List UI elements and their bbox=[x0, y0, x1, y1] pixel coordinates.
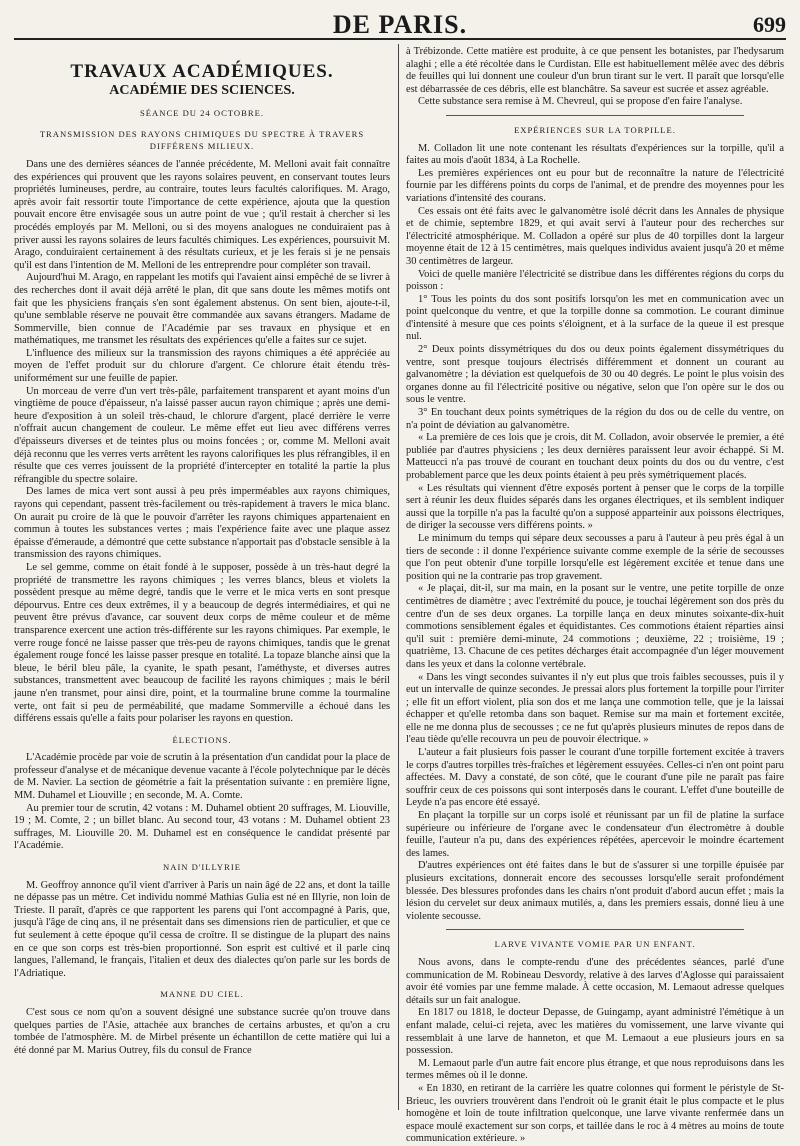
paragraph: Nous avons, dans le compte-rendu d'une des précédentes séances, parlé d'une communication de M. Robineau Desvordy, relative à des larves d'Aglosse qui paraissaient avoir été vomies par une femme malade. À cette occasion, M. Lemaout adresse quelques détails sur un fait analogue. bbox=[406, 956, 784, 1006]
running-title: DE PARIS. bbox=[332, 10, 468, 39]
article-title-torpille: EXPÉRIENCES SUR LA TORPILLE. bbox=[514, 124, 676, 135]
academy-title: ACADÉMIE DES SCIENCES. bbox=[109, 82, 295, 98]
paragraph: 1° Tous les points du dos sont positifs lorsqu'on les met en communication avec un point quelconque du ventre, et que la torpille donne sa commotion. Le courant diminue d'intensité à mesure que ces points s'éloignent, et à la surface de la queue il est presque nul. bbox=[406, 293, 784, 343]
paragraph: L'Académie procède par voie de scrutin à la présentation d'un candidat pour la place de professeur d'analyse et de mécanique devenue vacante à l'école polytechnique par le décès de M. Navier. La section de géométrie a fait la présentation suivante : en première ligne, MM. Duhamel et Liouville ; en seconde, M. A. Comte. bbox=[14, 752, 390, 802]
paragraph: Le minimum du temps qui sépare deux secousses a paru à l'auteur à peu près égal à un tiers de seconde : il donne l'expérience suivante comme exemple de la série de secousses que l'on peut obtenir d'une torpille lorsqu'elle est légèrement excitée et tenue dans une position qui ne la contrarie pas trop gravement. bbox=[406, 532, 784, 582]
paragraph: Ces essais ont été faits avec le galvanomètre isolé décrit dans les Annales de physique et de chimie, septembre 1829, et qui avait servi à l'auteur pour des recherches sur l'électricité atmosphérique. M. Colladon a opéré sur plus de 40 torpilles dont la largeur moyenne était de 12 à 15 centimètres, mais quelques individus avaient jusqu'à 20 et même 30 centimètres de largeur. bbox=[406, 205, 784, 267]
paragraph: « La première de ces lois que je crois, dit M. Colladon, avoir observée le premier, a été publiée par d'autres physiciens ; les deux dernières paraissent leur avoir échappé. Si M. Matteucci n'a pas trouvé de courant en touchant deux points du dos ou du ventre, c'est probablement parce que les deux points étaient à peu près symétriquement placés. bbox=[406, 432, 784, 481]
paragraph: L'auteur a fait plusieurs fois passer le courant d'une torpille fortement excitée à travers le corps d'autres torpilles très-fraîches et légèrement essuyées. Celles-ci n'en ont point paru affectées. M. Davy a constaté, de son côté, que le courant d'une pile ne paraît pas faire souffrir ceux de ces poissons qui sont interposés dans le courant. L'effet d'une bouteille de Leyde n'a pas encore été essayé. bbox=[406, 747, 784, 809]
paragraph: Les premières expériences ont eu pour but de reconnaître la nature de l'électricité fournie par les différens points du corps de l'animal, et de prendre des moyennes pour les variations d'intensité des courans. bbox=[406, 167, 784, 204]
page-number: 699 bbox=[753, 12, 786, 37]
session-date: SÉANCE DU 24 OCTOBRE. bbox=[140, 108, 264, 119]
article-title-larve: LARVE VIVANTE VOMIE PAR UN ENFANT. bbox=[494, 939, 696, 950]
paragraph: En plaçant la torpille sur un corps isolé et réunissant par un fil de platine la surface supérieure ou inférieure de l'organe avec le condensateur d'un électromètre à double feuille, l'auteur n'a pu, dans des expériences répétées, apercevoir le moindre écartement des lames. bbox=[406, 810, 784, 859]
paragraph: D'autres expériences ont été faites dans le but de s'assurer si une torpille épuisée par plusieurs excitations, donnerait encore des secousses lorsqu'elle serait profondément blessée. Des blessures profondes dans les chairs n'ont produit d'abord aucun effet ; mais la lésion du cervelet sur deux animaux mutilés, a, dans les premiers essais, donné lieu à une violente secousse. bbox=[406, 860, 784, 922]
article-title-transmission: TRANSMISSION DES RAYONS CHIMIQUES DU SPECTRE À TRAVERS DIFFÉRENS MILIEUX. bbox=[39, 128, 365, 152]
article-title-elections: ÉLECTIONS. bbox=[172, 734, 232, 745]
paragraph: Des lames de mica vert sont aussi à peu près imperméables aux rayons chimiques, rayons qui cependant, passent très-facilement ou très-rapidement à travers le mica blanc. On aurait pu croire de là que le pouvoir d'arrêter les rayons chimiques appartenaient en commun à toutes les substances vertes ; mais l'expérience faite avec une plaque assez épaisse d'émeraude, a démontré que cette substance n'apportait pas d'obstacle sensible à la transmission des rayons chimiques. bbox=[14, 486, 390, 561]
paragraph: « Dans les vingt secondes suivantes il n'y eut plus que trois faibles secousses, puis il y eut un intervalle de quinze secondes. Je pressai alors plus fortement la torpille pour l'irriter ; elle fit un effort violent, plia son dos et me lança une commotion telle, que je la laissai échapper et qu'elle retomba dans son baquet. Remise sur ma main et fortement excitée, elle ne me donna plus de secousses ; ce ne fut qu'après plusieurs minutes de repos dans de l'eau tiède qu'elle recouvra un peu de pouvoir électrique. » bbox=[406, 671, 784, 746]
paragraph: à Trébizonde. Cette matière est produite, à ce que pensent les botanistes, par l'hedysarum alaghi ; elle a été récoltée dans le Curdistan. Elle est habituellement mêlée avec des débris de feuilles qui lui donnent une couleur d'un brun tirant sur le vert. Il paraît que lorsqu'elle est débarrassée de ces débris, elle est blanchâtre. Sa saveur est sucrée et assez agréable. bbox=[406, 46, 784, 95]
paragraph: C'est sous ce nom qu'on a souvent désigné une substance sucrée qu'on trouve dans quelques parties de l'Asie, attachée aux branches de certains arbustes, et qu'on a cru tombée de l'atmosphère. M. de Mirbel présente un échantillon de cette matière qui lui a été donné par M. Marius Outrey, fils du consul de France bbox=[14, 1006, 390, 1056]
left-column bbox=[14, 46, 390, 1108]
paragraph: Au premier tour de scrutin, 42 votans : M. Duhamel obtient 20 suffrages, M. Liouville, 19 ; M. Comte, 2 ; un billet blanc. Au second tour, 43 votans : M. Duhamel obtient 23 suffrages, M. Liouville 20. M. Duhamel est en conséquence le candidat présenté par l'Académie. bbox=[14, 802, 390, 852]
paragraph: 2° Deux points dissymétriques du dos ou deux points également dissymétriques du ventre, sont presque toujours électrisés différemment et donnent un courant au galvanomètre ; la déviation est quelquefois de 30 ou 40 degrés. Le point le plus voisin des organes donne au fil l'électricité positive ou négative, selon que l'on opère sur le dos ou sous le ventre. bbox=[406, 344, 784, 406]
paragraph: Le sel gemme, comme on était fondé à le supposer, possède à un très-haut degré la propriété de transmettre les rayons chimiques ; les verres blancs, bleus et violets la possèdent presque au même degré, tandis que le verre et le mica verts en sont presque dépourvus. Entre ces deux extrêmes, il y a beaucoup de degrés intermédiaires, et qui ne peuvent être prévus d'avance, car souvent deux corps de même couleur et de même transparence exercent une action très-différente sur les rayons chimiques. Par exemple, le verre rouge foncé ne laisse passer que très-peu de rayons chimiques, tandis que le grenat également rouge foncé les laisse passer presque en totalité. La topaze blanche ainsi que la bleue, le béril bleu pâle, la cyanite, le spath pesant, l'améthyste, et diverses autres substances, transmettent avec beaucoup de facilité les rayons chimiques ; mais le béril jaune n'en transmet, pour ainsi dire, point, et la tourmaline brune comme la tourmaline verte, ont fait si peu de perméabilité, que madame Sommerville a échoué dans les différens essais qu'elle a faits pour polariser les rayons en question. bbox=[14, 561, 390, 725]
paragraph: En 1817 ou 1818, le docteur Depasse, de Guingamp, ayant administré l'émétique à un enfant malade, celui-ci rejeta, avec les matières du vomissement, une larve vivante qui ressemblait à une larve de hanneton, et que M. Lemaout a eue plusieurs jours en sa possession. bbox=[406, 1007, 784, 1057]
paragraph: Voici de quelle manière l'électricité se distribue dans les différentes régions du corps du poisson : bbox=[406, 268, 784, 293]
paragraph: Un morceau de verre d'un vert très-pâle, parfaitement transparent et ayant moins d'un vingtième de pouce d'épaisseur, n'a laissé passer aucun rayon chimique ; après une demi-heure d'exposition à un soleil très-chaud, le chlorure d'argent, placé derrière le verre n'offrait aucun changement de couleur. Le même effet eut lieu avec différens verres d'épaisseurs diverses et de teintes plus ou moins foncées ; or, comme M. Melloni avait déjà reconnu que les verres verts arrêtent les rayons calorifiques les plus réfrangibles, il en résulte que ces verres jouissent de la propriété d'intercepter en totalité la partie la plus réfrangible du spectre solaire. bbox=[14, 385, 390, 485]
article-title-manne: MANNE DU CIEL. bbox=[160, 989, 244, 1000]
paragraph: M. Geoffroy annonce qu'il vient d'arriver à Paris un nain âgé de 22 ans, et dont la taille ne dépasse pas un mètre. Cet individu nommé Mathias Gulia est né en Illyrie, non loin de Trieste. Il paraît, d'après ce que rapportent les parens qui l'ont accompagné à Paris, que, jusqu'à l'âge de cinq ans, il ne présentait dans ses dimensions rien de particulier, et que ce fut seulement à cette époque qu'il cessa de croître. Il se distingue de la plupart des nains en ce que son corps est très-bien proportionné. Son esprit est cultivé et il parle cinq langues, l'allemand, le français, l'italien et deux des dialectes qu'on parle sur les bords de l'Adriatique. bbox=[14, 879, 390, 979]
paragraph: Cette substance sera remise à M. Chevreul, qui se propose d'en faire l'analyse. bbox=[418, 96, 743, 108]
paragraph: « Les résultats qui viennent d'être exposés portent à penser que le corps de la torpille sert à réunir les deux fluides séparés dans les organes électriques, et ils semblent indiquer aussi que la torpille n'a pas la faculté qu'on a supposé apparteinir aux poissons électriques, de diriger la secousse vers différens points. » bbox=[406, 482, 784, 532]
paragraph: Dans une des dernières séances de l'année précédente, M. Melloni avait fait connaître des expériences qui prouvent que les rayons solaires peuvent, en conservant toutes leurs propriétés lumineuses, perdre, au contraire, toutes leurs facultés calorifiques. M. Arago, après avoir fait ressortir toute l'importance de cette expérience, ajouta que la question pouvait encore être envisagée sous un autre point de vue ; qu'il restait à chercher si les procédés employés par M. Melloni, ou si des moyens analogues ne conduiraient pas à priver aussi les rayons solaires de leurs facultés chimiques. Les expériences, poursuivit M. Arago, conduiraient certainement à des résultats curieux, et je les ferais si je ne pensais qu'il est dans l'intention de M. Melloni de les entreprendre pour compléter son travail. bbox=[14, 158, 390, 271]
paragraph: L'influence des milieux sur la transmission des rayons chimiques a été appréciée au moyen de l'effet produit sur du chlorure d'argent. Ce chlorure était étendu très-uniformément sur une feuille de papier. bbox=[14, 347, 390, 385]
paragraph: Aujourd'hui M. Arago, en rappelant les motifs qui l'avaient ainsi empêché de se livrer à des recherches dont il avait déjà arrêté le plan, dit que sans doute les mêmes motifs ont fait que les physiciens français s'en sont également abstenus. On sent bien, ajoute-t-il, qu'une semblable réserve ne pouvait être commandée aux savans étrangers. Madame de Sommerville, bien connue de l'Académie par ses travaux en physique et en mathématiques, me transmet les résultats des expériences qu'elle a faites sur ce sujet. bbox=[14, 272, 390, 347]
section-title: TRAVAUX ACADÉMIQUES. bbox=[70, 61, 334, 82]
paragraph: M. Lemaout parle d'un autre fait encore plus étrange, et que nous reproduisons dans les termes mêmes où il le donne. bbox=[406, 1057, 784, 1082]
column-divider bbox=[398, 44, 399, 1110]
paragraph: « Je plaçai, dit-il, sur ma main, en la posant sur le ventre, une petite torpille de onze centimètres de diamètre ; avec l'extrémité du pouce, je touchai légèrement son dos près du centre d'un de ses deux organes. La torpille lança en deux minutes soixante-dix-huit commotions sensiblement égales et équidistantes. Ces commotions étaient réparties ainsi qu'il suit : première demi-minute, 24 commotions ; deuxième, 22 ; troisième, 19 ; quatrième, 13. Chacune de ces petites décharges était accompagnée d'un léger mouvement dans les yeux et dans la colonne vertébrale. bbox=[406, 583, 784, 670]
page-header bbox=[14, 10, 786, 40]
section-rule bbox=[446, 115, 744, 116]
right-column bbox=[406, 46, 784, 1145]
paragraph: « En 1830, en retirant de la carrière les quatre colonnes qui forment le péristyle de St-Brieuc, les ouvriers trouvèrent dans l'endroit où le granit était le plus compacte et le plus homogène et loin de toute infiltration quelconque, une larve vivante renfermée dans un espace moulé exactement sur son corps, et taillée dans le roc à 4 mètres au moins de toute communication extérieure. » bbox=[406, 1082, 784, 1145]
article-title-nain: NAIN D'ILLYRIE bbox=[163, 862, 241, 873]
paragraph: 3° En touchant deux points symétriques de la région du dos ou de celle du ventre, on n'a point de déviation au galvanomètre. bbox=[406, 407, 784, 431]
paragraph: M. Colladon lit une note contenant les résultats d'expériences sur la torpille, qu'il a faites au mois d'août 1834, à La Rochelle. bbox=[406, 142, 784, 167]
section-rule bbox=[446, 929, 744, 930]
